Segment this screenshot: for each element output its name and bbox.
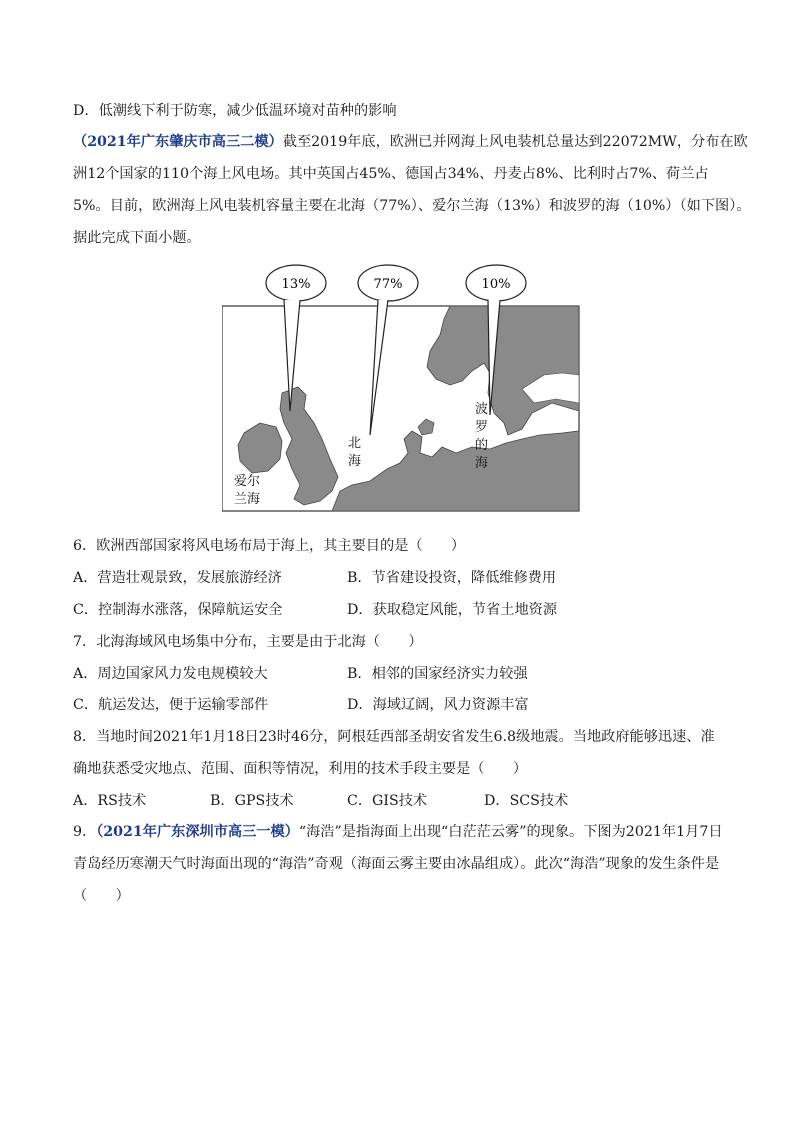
label-irish-sea-2: 兰海	[234, 492, 261, 507]
q7-option-d[interactable]: D．海域辽阔，风力资源丰富	[347, 697, 529, 713]
label-north-sea-percent: 77%	[373, 277, 403, 292]
q7-option-a[interactable]: A．周边国家风力发电规模较大	[73, 666, 268, 682]
passage-source: （2021年广东肇庆市高三二模）	[73, 134, 283, 150]
q9-stem-line-3: （ ）	[73, 888, 130, 904]
q8-stem-line-1: 8．当地时间2021年1月18日23时46分，阿根廷西部圣胡安省发生6.8级地震。当地政府能够迅速、准	[73, 729, 715, 745]
q8-option-c[interactable]: C．GIS技术	[347, 793, 428, 809]
q8-stem-line-2: 确地获悉受灾地点、范围、面积等情况，利用的技术手段主要是（ ）	[73, 761, 528, 777]
q7-stem: 7．北海海域风电场集中分布，主要是由于北海（ ）	[73, 634, 423, 650]
passage-line-1-text: 截至2019年底，欧洲已并网海上风电装机总量达到22072MW，分布在欧	[282, 134, 748, 150]
label-irish-sea-percent: 13%	[281, 277, 311, 292]
q9-stem-line-2: 青岛经历寒潮天气时海面出现的“海浩”奇观（海面云雾主要由冰晶组成）。此次“海浩”现象的发生条件是	[73, 856, 720, 872]
label-irish-sea-1: 爱尔	[234, 474, 261, 489]
q9-stem-line-1-text: “海浩”是指海面上出现“白茫茫云雾”的现象。下图为2021年1月7日	[298, 824, 723, 840]
q8-option-d[interactable]: D．SCS技术	[484, 793, 569, 809]
q8-option-a[interactable]: A．RS技术	[73, 793, 147, 809]
q8-option-b[interactable]: B．GPS技术	[210, 793, 294, 809]
q6-option-a[interactable]: A．营造壮观景致，发展旅游经济	[73, 570, 282, 586]
passage-line-1	[73, 132, 748, 152]
label-baltic-sea-4: 海	[475, 456, 489, 471]
passage-line-3: 5%。目前，欧洲海上风电装机容量主要在北海（77%）、爱尔兰海（13%）和波罗的海（10%）（如下图）。	[73, 198, 751, 214]
q7-option-b[interactable]: B．相邻的国家经济实力较强	[347, 666, 528, 682]
label-baltic-sea-3: 的	[475, 438, 489, 453]
q7-option-c[interactable]: C．航运发达，便于运输零部件	[73, 697, 269, 713]
label-baltic-sea-1: 波	[475, 402, 489, 417]
q6-option-c[interactable]: C．控制海水涨落，保障航运安全	[73, 602, 283, 618]
label-baltic-sea-percent: 10%	[481, 277, 511, 292]
option-d-previous: D．低潮线下利于防寒，减少低温环境对苗种的影响	[73, 103, 397, 119]
label-north-sea-2: 海	[348, 454, 362, 469]
passage-line-4: 据此完成下面小题。	[73, 230, 201, 246]
q6-option-b[interactable]: B．节省建设投资，降低维修费用	[347, 570, 557, 586]
europe-offshore-wind-map	[222, 263, 582, 513]
label-north-sea-1: 北	[348, 436, 362, 451]
q9-source: （2021年广东深圳市高三一模）	[96, 824, 299, 840]
q9-number: 9．	[73, 824, 97, 840]
passage-line-2: 洲12个国家的110个海上风电场。其中英国占45%、德国占34%、丹麦占8%、比利时占7%、荷兰占	[73, 166, 709, 182]
q6-option-d[interactable]: D．获取稳定风能，节省土地资源	[347, 602, 558, 618]
q9-stem-line-1	[73, 822, 723, 842]
q6-stem: 6．欧洲西部国家将风电场布局于海上，其主要目的是（ ）	[73, 538, 466, 554]
label-baltic-sea-2: 罗	[475, 420, 489, 435]
